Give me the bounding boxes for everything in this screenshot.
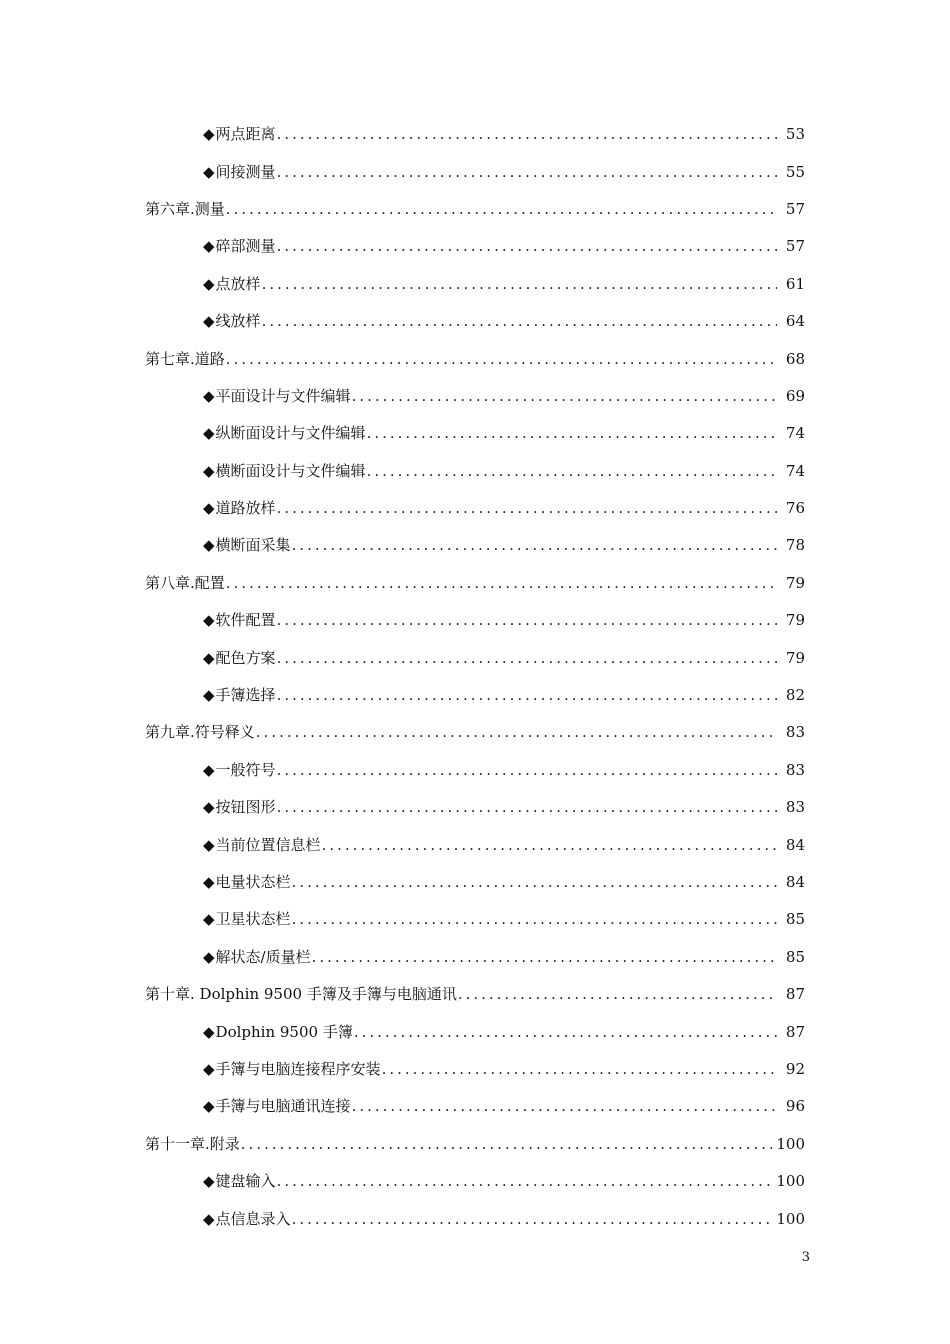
diamond-bullet-icon: ◆	[203, 873, 215, 891]
toc-chapter[interactable]	[0, 339, 950, 376]
diamond-bullet-icon: ◆	[203, 1097, 215, 1116]
diamond-bullet-icon: ◆	[203, 1172, 215, 1191]
toc-entry[interactable]	[0, 938, 950, 975]
diamond-bullet-icon: ◆	[203, 686, 215, 705]
toc-entry-label: 平面设计与文件编辑	[215, 386, 351, 405]
diamond-bullet-icon: ◆	[203, 424, 215, 443]
toc-entry[interactable]	[0, 825, 950, 862]
diamond-bullet-icon: ◆	[203, 162, 215, 181]
toc-entry-page: 64	[785, 312, 805, 331]
toc-chapter-label: 第九章.符号释义	[145, 723, 255, 742]
toc-entry-label: 解状态/质量栏	[215, 947, 311, 966]
toc-entry-page: 85	[785, 947, 805, 966]
toc-entry-page: 100	[776, 1172, 805, 1191]
dot-leader	[277, 1172, 773, 1190]
diamond-bullet-icon: ◆	[203, 312, 215, 331]
toc-entry-label: 电量状态栏	[215, 873, 291, 891]
diamond-bullet-icon: ◆	[203, 499, 215, 518]
toc-entry-label: 手簿与电脑连接程序安装	[215, 1059, 381, 1078]
dot-leader	[262, 312, 777, 330]
toc-entry-label: 手簿与电脑通讯连接	[215, 1097, 351, 1116]
dot-leader	[226, 350, 777, 368]
toc-entry-label: 卫星状态栏	[215, 910, 291, 929]
toc-chapter[interactable]	[0, 190, 950, 227]
diamond-bullet-icon: ◆	[203, 237, 215, 256]
toc-chapter-label: 第十一章.附录	[145, 1134, 240, 1153]
toc-chapter-label: 第十章. Dolphin 9500 手簿及手簿与电脑通讯	[145, 985, 457, 1004]
toc-entry-label: 一般符号	[215, 760, 276, 779]
diamond-bullet-icon: ◆	[203, 1209, 215, 1228]
toc-chapter[interactable]	[0, 1125, 950, 1162]
dot-leader	[292, 910, 777, 928]
dot-leader	[277, 499, 777, 517]
diamond-bullet-icon: ◆	[203, 1059, 215, 1078]
toc-chapter-page: 87	[785, 985, 805, 1004]
toc-entry[interactable]	[0, 638, 950, 675]
toc-entry-label: 横断面设计与文件编辑	[215, 461, 366, 480]
diamond-bullet-icon: ◆	[203, 386, 215, 405]
dot-leader	[241, 1135, 773, 1153]
toc-chapter-page: 79	[785, 573, 805, 592]
dot-leader	[292, 1210, 773, 1228]
diamond-bullet-icon: ◆	[203, 798, 215, 817]
toc-entry-label: 按钮图形	[215, 798, 276, 817]
toc-chapter-label: 第八章.配置	[145, 573, 225, 592]
dot-leader	[256, 723, 777, 741]
toc-chapter[interactable]	[0, 713, 950, 750]
toc-entry[interactable]	[0, 1050, 950, 1087]
dot-leader	[277, 649, 777, 667]
dot-leader	[277, 686, 777, 704]
toc-entry-page: 85	[785, 910, 805, 929]
toc-entry-label: 碎部测量	[215, 237, 276, 256]
diamond-bullet-icon: ◆	[203, 760, 215, 779]
diamond-bullet-icon: ◆	[203, 835, 215, 854]
toc-entry[interactable]	[0, 900, 950, 937]
toc-entry[interactable]	[0, 152, 950, 189]
dot-leader	[458, 985, 777, 1003]
toc-entry[interactable]	[0, 788, 950, 825]
toc-entry-label: Dolphin 9500 手簿	[215, 1022, 353, 1041]
diamond-bullet-icon: ◆	[203, 648, 215, 667]
table-of-contents	[0, 115, 950, 1237]
toc-entry[interactable]	[0, 676, 950, 713]
toc-entry[interactable]	[0, 377, 950, 414]
toc-entry[interactable]	[0, 265, 950, 302]
toc-chapter-page: 83	[785, 723, 805, 742]
dot-leader	[277, 163, 777, 181]
toc-entry-page: 87	[785, 1022, 805, 1041]
toc-entry-page: 53	[785, 125, 805, 144]
toc-entry-page: 76	[785, 499, 805, 518]
dot-leader	[382, 1060, 777, 1078]
toc-entry-page: 83	[785, 798, 805, 817]
dot-leader	[292, 873, 777, 891]
dot-leader	[277, 125, 777, 143]
toc-entry[interactable]	[0, 863, 950, 900]
dot-leader	[277, 237, 777, 255]
toc-chapter-page: 57	[785, 199, 805, 218]
dot-leader	[352, 387, 777, 405]
toc-entry-page: 79	[785, 648, 805, 667]
toc-entry-label: 当前位置信息栏	[215, 835, 321, 854]
toc-entry-label: 点信息录入	[215, 1209, 291, 1228]
toc-entry-label: 配色方案	[215, 648, 276, 667]
dot-leader	[292, 536, 777, 554]
toc-entry-label: 道路放样	[215, 499, 276, 518]
toc-entry[interactable]	[0, 452, 950, 489]
dot-leader	[277, 798, 777, 816]
page-number: 3	[801, 1250, 810, 1265]
toc-entry-page: 79	[785, 611, 805, 630]
toc-entry-page: 83	[785, 760, 805, 779]
toc-entry-label: 软件配置	[215, 611, 276, 630]
toc-entry[interactable]	[0, 1162, 950, 1199]
toc-entry-page: 100	[776, 1209, 805, 1228]
toc-entry-label: 手簿选择	[215, 686, 276, 705]
dot-leader	[322, 836, 777, 854]
toc-entry[interactable]	[0, 115, 950, 152]
toc-entry-page: 55	[785, 162, 805, 181]
diamond-bullet-icon: ◆	[203, 274, 215, 293]
dot-leader	[354, 1023, 777, 1041]
toc-entry[interactable]	[0, 1087, 950, 1124]
toc-entry[interactable]	[0, 414, 950, 451]
toc-entry[interactable]	[0, 489, 950, 526]
toc-chapter[interactable]	[0, 564, 950, 601]
toc-chapter-label: 第七章.道路	[145, 349, 225, 368]
toc-entry[interactable]	[0, 751, 950, 788]
toc-entry[interactable]	[0, 302, 950, 339]
dot-leader	[312, 948, 777, 966]
toc-entry[interactable]	[0, 601, 950, 638]
toc-entry-page: 57	[785, 237, 805, 256]
toc-chapter[interactable]	[0, 975, 950, 1012]
toc-entry-label: 键盘输入	[215, 1172, 276, 1191]
diamond-bullet-icon: ◆	[203, 910, 215, 929]
toc-entry[interactable]	[0, 1199, 950, 1236]
toc-entry-page: 96	[785, 1097, 805, 1116]
dot-leader	[226, 574, 777, 592]
toc-entry-page: 74	[785, 424, 805, 443]
toc-entry-label: 线放样	[215, 312, 261, 331]
toc-entry[interactable]	[0, 227, 950, 264]
diamond-bullet-icon: ◆	[203, 1022, 215, 1041]
toc-entry-label: 纵断面设计与文件编辑	[215, 424, 366, 443]
diamond-bullet-icon: ◆	[203, 611, 215, 630]
toc-entry-page: 82	[785, 686, 805, 705]
toc-chapter-page: 68	[785, 349, 805, 368]
diamond-bullet-icon: ◆	[203, 536, 215, 555]
toc-entry-label: 两点距离	[215, 125, 276, 144]
toc-entry[interactable]	[0, 526, 950, 563]
diamond-bullet-icon: ◆	[203, 125, 215, 144]
toc-entry-page: 61	[785, 274, 805, 293]
toc-entry-label: 间接测量	[215, 162, 276, 181]
dot-leader	[277, 611, 777, 629]
diamond-bullet-icon: ◆	[203, 947, 215, 966]
toc-entry-page: 74	[785, 461, 805, 480]
toc-entry-label: 横断面采集	[215, 536, 291, 555]
dot-leader	[277, 761, 777, 779]
toc-entry-page: 84	[785, 835, 805, 854]
toc-chapter-page: 100	[776, 1134, 805, 1153]
dot-leader	[352, 1097, 777, 1115]
toc-entry[interactable]	[0, 1012, 950, 1049]
dot-leader	[262, 275, 777, 293]
toc-entry-page: 78	[785, 536, 805, 555]
toc-chapter-label: 第六章.测量	[145, 199, 225, 218]
toc-entry-page: 92	[785, 1059, 805, 1078]
toc-entry-page: 69	[785, 386, 805, 405]
toc-entry-page: 84	[785, 873, 805, 891]
dot-leader	[226, 200, 777, 218]
dot-leader	[367, 424, 777, 442]
dot-leader	[367, 462, 777, 480]
toc-entry-label: 点放样	[215, 274, 261, 293]
diamond-bullet-icon: ◆	[203, 461, 215, 480]
